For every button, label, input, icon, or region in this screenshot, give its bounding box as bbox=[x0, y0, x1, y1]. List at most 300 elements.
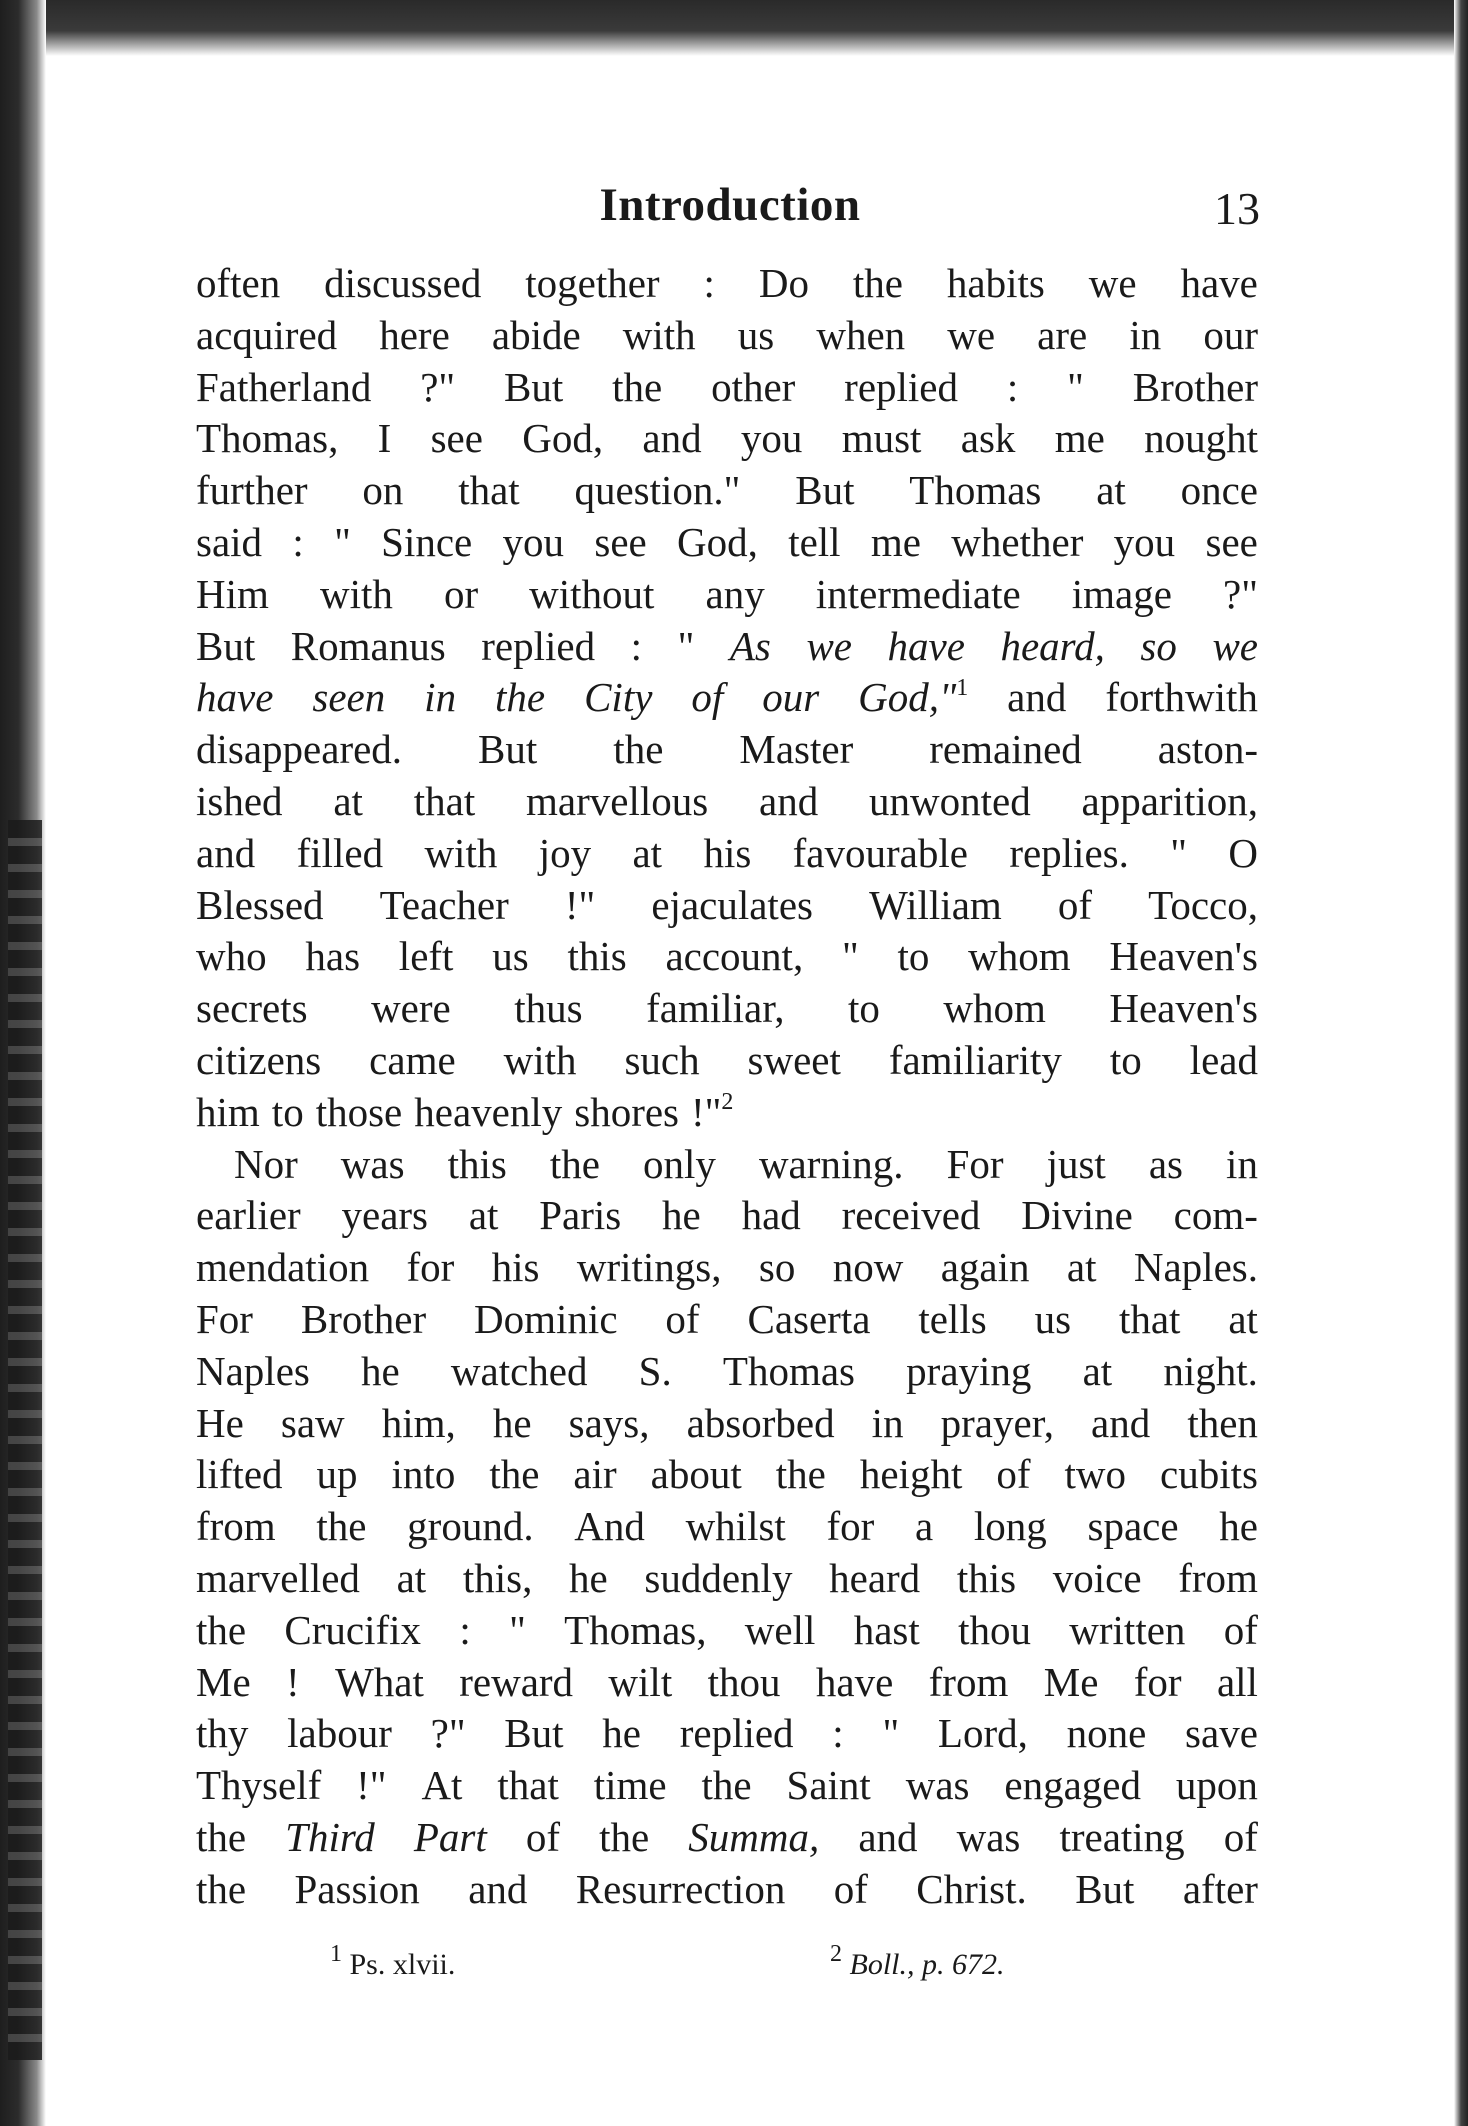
word: were bbox=[371, 985, 451, 1032]
word: engaged bbox=[1004, 1762, 1141, 1809]
word: or bbox=[443, 570, 479, 617]
word: so bbox=[758, 1244, 796, 1291]
text-line bbox=[196, 1087, 1258, 1139]
word: God,"$^1$ bbox=[858, 674, 969, 721]
word: he bbox=[569, 1554, 608, 1601]
text-line bbox=[196, 1501, 1258, 1553]
word: whilst bbox=[685, 1503, 786, 1550]
word: upon bbox=[1175, 1762, 1258, 1809]
word: to bbox=[847, 985, 880, 1032]
word: air bbox=[573, 1451, 617, 1498]
word: up bbox=[316, 1451, 358, 1498]
word: Christ. bbox=[916, 1865, 1027, 1912]
word: heavenly bbox=[414, 1088, 563, 1135]
word: apparition, bbox=[1081, 777, 1258, 824]
word: and bbox=[1091, 1399, 1151, 1446]
word: that bbox=[497, 1762, 559, 1809]
word: earlier bbox=[196, 1192, 301, 1239]
word: this, bbox=[462, 1554, 533, 1601]
word: of bbox=[1223, 1606, 1258, 1653]
text-line bbox=[196, 724, 1258, 776]
word: he bbox=[492, 1399, 532, 1446]
word: us bbox=[737, 311, 775, 358]
footnote-mark: 1 bbox=[330, 1941, 342, 1967]
word: Lord, bbox=[937, 1710, 1028, 1757]
word: whom bbox=[943, 985, 1046, 1032]
text-line bbox=[196, 1708, 1258, 1760]
word: Me bbox=[1043, 1658, 1099, 1705]
word: this bbox=[567, 933, 627, 980]
word: the bbox=[701, 1762, 752, 1809]
footnote-text: Ps. xlvii. bbox=[349, 1948, 456, 1981]
word: see bbox=[594, 518, 647, 565]
word: saw bbox=[280, 1399, 345, 1446]
word: : bbox=[1006, 363, 1019, 410]
scan-border-top bbox=[0, 0, 1468, 56]
text-line bbox=[196, 1657, 1258, 1709]
word: and bbox=[642, 415, 702, 462]
word: Blessed bbox=[196, 881, 324, 928]
text-line bbox=[196, 1812, 1258, 1864]
word: well bbox=[744, 1606, 816, 1653]
word: O bbox=[1228, 829, 1258, 876]
word: two bbox=[1064, 1451, 1126, 1498]
word: our bbox=[1203, 311, 1258, 358]
word: At bbox=[421, 1762, 463, 1809]
word: thy bbox=[196, 1710, 249, 1757]
word: sweet bbox=[747, 1036, 841, 1083]
word: have bbox=[887, 622, 965, 669]
word: mendation bbox=[196, 1244, 370, 1291]
word: from bbox=[1178, 1554, 1258, 1601]
word: : bbox=[630, 622, 643, 669]
word: " bbox=[841, 933, 859, 980]
word: was bbox=[340, 1140, 405, 1187]
word: in bbox=[1129, 311, 1162, 358]
word: prayer, bbox=[940, 1399, 1054, 1446]
word: Thomas bbox=[722, 1347, 855, 1394]
word: writings, bbox=[576, 1244, 722, 1291]
word: left bbox=[398, 933, 454, 980]
word: joy bbox=[538, 829, 592, 876]
word: replied bbox=[844, 363, 959, 410]
word: the bbox=[489, 1451, 540, 1498]
word: wilt bbox=[608, 1658, 673, 1705]
word: at bbox=[1066, 1244, 1097, 1291]
word: this bbox=[447, 1140, 507, 1187]
word: Romanus bbox=[290, 622, 446, 669]
word: those bbox=[315, 1088, 403, 1135]
word: And bbox=[574, 1503, 645, 1550]
word: Naples bbox=[196, 1347, 310, 1394]
word: says, bbox=[568, 1399, 650, 1446]
word: thus bbox=[514, 985, 583, 1032]
word: us bbox=[1034, 1295, 1072, 1342]
word: and bbox=[759, 777, 819, 824]
text-line bbox=[196, 880, 1258, 932]
word: For bbox=[196, 1295, 253, 1342]
word: : bbox=[703, 260, 715, 306]
text-line bbox=[196, 1035, 1258, 1087]
word: Dominic bbox=[474, 1295, 618, 1342]
word: ask bbox=[960, 415, 1016, 462]
word: : bbox=[459, 1606, 471, 1653]
page-title: Introduction bbox=[599, 179, 861, 231]
word: But bbox=[795, 467, 855, 514]
text-line bbox=[196, 258, 1258, 310]
word: for bbox=[406, 1244, 455, 1291]
word: ejaculates bbox=[651, 881, 813, 928]
word: nought bbox=[1144, 415, 1258, 462]
word: !" bbox=[564, 881, 596, 928]
word: : bbox=[292, 518, 304, 565]
word: me bbox=[1054, 415, 1105, 462]
scan-binding-shadow bbox=[8, 820, 42, 2060]
word: this bbox=[956, 1554, 1017, 1601]
word: thou bbox=[958, 1606, 1031, 1653]
word: Him bbox=[196, 570, 269, 617]
word: and bbox=[196, 829, 256, 876]
word: you bbox=[502, 518, 565, 565]
word: !" bbox=[356, 1762, 387, 1809]
word: him bbox=[196, 1088, 260, 1135]
text-line bbox=[196, 517, 1258, 569]
word: who bbox=[196, 933, 267, 980]
word: Do bbox=[758, 260, 809, 306]
word: whom bbox=[968, 933, 1071, 980]
word: the bbox=[495, 674, 546, 721]
word: must bbox=[841, 415, 922, 462]
text-line bbox=[196, 1449, 1258, 1501]
word: often bbox=[196, 260, 281, 306]
word: Crucifix bbox=[284, 1606, 422, 1653]
word: together bbox=[525, 260, 660, 306]
word: " bbox=[509, 1606, 526, 1653]
scan-border-right bbox=[1454, 0, 1468, 2126]
word: we bbox=[1212, 622, 1258, 669]
word: was bbox=[905, 1762, 970, 1809]
word: discussed bbox=[324, 260, 482, 306]
word: to bbox=[897, 933, 930, 980]
word: God, bbox=[677, 518, 758, 565]
text-line bbox=[196, 310, 1258, 362]
word: cubits bbox=[1160, 1451, 1258, 1498]
word: But bbox=[1075, 1865, 1135, 1912]
word: that bbox=[458, 467, 520, 514]
word: so bbox=[1140, 622, 1177, 669]
word: here bbox=[379, 311, 450, 358]
word: our bbox=[762, 674, 820, 721]
word: seen bbox=[312, 674, 386, 721]
word: all bbox=[1216, 1658, 1258, 1705]
word: forthwith bbox=[1105, 674, 1258, 721]
word: just bbox=[1046, 1140, 1106, 1187]
word: with bbox=[622, 311, 696, 358]
word: into bbox=[391, 1451, 456, 1498]
word: night. bbox=[1163, 1347, 1258, 1394]
word: watched bbox=[450, 1347, 588, 1394]
word: Naples. bbox=[1133, 1244, 1258, 1291]
word: marvellous bbox=[526, 777, 709, 824]
word: the bbox=[612, 363, 663, 410]
word: at bbox=[333, 777, 363, 824]
word: height bbox=[859, 1451, 963, 1498]
footnote-mark: 2 bbox=[830, 1941, 842, 1967]
word: came bbox=[369, 1036, 456, 1083]
word: favourable bbox=[792, 829, 968, 876]
word: for bbox=[826, 1503, 875, 1550]
word: he bbox=[662, 1192, 701, 1239]
word: praying bbox=[906, 1347, 1032, 1394]
word: Fatherland bbox=[196, 363, 372, 410]
word: to bbox=[271, 1088, 304, 1135]
word: in bbox=[1226, 1140, 1258, 1187]
word: Thomas, bbox=[196, 415, 339, 462]
word: What bbox=[335, 1658, 424, 1705]
text-line bbox=[196, 1398, 1258, 1450]
word: ! bbox=[286, 1658, 300, 1705]
word: com- bbox=[1173, 1192, 1258, 1239]
word: But bbox=[196, 622, 256, 669]
word: have bbox=[1180, 260, 1258, 306]
word: of bbox=[1223, 1813, 1258, 1860]
word: at bbox=[396, 1554, 427, 1601]
word: with bbox=[503, 1036, 577, 1083]
word: are bbox=[1037, 311, 1088, 358]
word: abide bbox=[491, 311, 581, 358]
word: But bbox=[504, 363, 564, 410]
word: lead bbox=[1189, 1036, 1258, 1083]
word: Heaven's bbox=[1109, 933, 1258, 980]
word: Caserta bbox=[747, 1295, 871, 1342]
word: Summa, bbox=[688, 1813, 820, 1860]
word: space bbox=[1087, 1503, 1179, 1550]
word: was bbox=[956, 1813, 1021, 1860]
word: absorbed bbox=[686, 1399, 835, 1446]
word: again bbox=[940, 1244, 1030, 1291]
word: " bbox=[1170, 829, 1187, 876]
word: us bbox=[492, 933, 529, 980]
word: me bbox=[870, 518, 921, 565]
word: have bbox=[196, 674, 274, 721]
word: William bbox=[869, 881, 1002, 928]
word: filled bbox=[296, 829, 384, 876]
word: Paris bbox=[539, 1192, 622, 1239]
word: after bbox=[1182, 1865, 1258, 1912]
word: at bbox=[1082, 1347, 1113, 1394]
text-line bbox=[196, 1605, 1258, 1657]
word: lifted bbox=[196, 1451, 283, 1498]
word: we bbox=[1088, 260, 1137, 306]
word: you bbox=[1113, 518, 1176, 565]
word: treating bbox=[1059, 1813, 1185, 1860]
word: any bbox=[705, 570, 765, 617]
page-number: 13 bbox=[1214, 183, 1260, 234]
word: Third bbox=[285, 1813, 375, 1860]
word: aston- bbox=[1157, 726, 1258, 773]
word: written bbox=[1069, 1606, 1186, 1653]
word: had bbox=[741, 1192, 801, 1239]
word: of bbox=[996, 1451, 1031, 1498]
word: for bbox=[1133, 1658, 1182, 1705]
word: voice bbox=[1052, 1554, 1142, 1601]
word: see bbox=[430, 415, 483, 462]
word: ?" bbox=[420, 363, 456, 410]
word: further bbox=[196, 467, 308, 514]
word: Thomas bbox=[909, 467, 1042, 514]
word: the bbox=[599, 1813, 650, 1860]
word: of bbox=[665, 1295, 700, 1342]
word: only bbox=[643, 1140, 716, 1187]
word: of bbox=[833, 1865, 868, 1912]
text-line bbox=[196, 362, 1258, 414]
word: and bbox=[1007, 674, 1067, 721]
word: without bbox=[529, 570, 655, 617]
text-line bbox=[196, 1864, 1258, 1916]
word: at bbox=[468, 1192, 499, 1239]
word: familiar, bbox=[646, 985, 785, 1032]
word: intermediate bbox=[815, 570, 1021, 617]
word: a bbox=[915, 1503, 934, 1550]
word: Nor bbox=[234, 1140, 298, 1187]
word: years bbox=[341, 1192, 429, 1239]
word: of bbox=[1057, 881, 1093, 928]
word: heard, bbox=[1000, 622, 1105, 669]
word: on bbox=[362, 467, 404, 514]
word: unwonted bbox=[869, 777, 1031, 824]
text-line bbox=[196, 672, 1258, 724]
word: Teacher bbox=[379, 881, 509, 928]
word: the bbox=[852, 260, 903, 306]
word: none bbox=[1066, 1710, 1147, 1757]
footnote bbox=[330, 1941, 456, 1982]
word: from bbox=[928, 1658, 1009, 1705]
word: time bbox=[593, 1762, 667, 1809]
word: and bbox=[468, 1865, 528, 1912]
word: God, bbox=[522, 415, 604, 462]
word: long bbox=[973, 1503, 1047, 1550]
word: account, bbox=[665, 933, 804, 980]
word: I bbox=[377, 415, 392, 462]
word: said bbox=[196, 518, 263, 565]
body-text bbox=[196, 258, 1258, 1916]
word: such bbox=[624, 1036, 700, 1083]
word: Me bbox=[196, 1658, 251, 1705]
word: !"$^2$ bbox=[691, 1088, 734, 1135]
word: Brother bbox=[1132, 363, 1258, 410]
footnote-text: Boll., p. 672. bbox=[849, 1948, 1005, 1981]
word: marvelled bbox=[196, 1554, 360, 1601]
word: the bbox=[316, 1503, 367, 1550]
word: of bbox=[525, 1813, 561, 1860]
text-line bbox=[196, 1139, 1258, 1191]
word: acquired bbox=[196, 311, 338, 358]
text-line bbox=[196, 983, 1258, 1035]
word: " bbox=[1067, 363, 1084, 410]
word: replies. bbox=[1009, 829, 1129, 876]
word: about bbox=[650, 1451, 742, 1498]
word: now bbox=[832, 1244, 904, 1291]
word: ground. bbox=[407, 1503, 534, 1550]
word: at bbox=[1228, 1295, 1258, 1342]
word: warning. bbox=[758, 1140, 904, 1187]
word: we bbox=[947, 311, 996, 358]
text-line bbox=[196, 1553, 1258, 1605]
word: he bbox=[1219, 1503, 1258, 1550]
word: secrets bbox=[196, 985, 308, 1032]
word: familiarity bbox=[888, 1036, 1062, 1083]
word: that bbox=[413, 777, 476, 824]
text-line bbox=[196, 1346, 1258, 1398]
text-line bbox=[196, 1760, 1258, 1812]
footnote-reference: 2 bbox=[721, 1089, 734, 1116]
word: labour bbox=[287, 1710, 392, 1757]
word: the bbox=[196, 1813, 247, 1860]
word: ?" bbox=[430, 1710, 466, 1757]
text-line bbox=[196, 569, 1258, 621]
word: he bbox=[361, 1347, 400, 1394]
word: then bbox=[1187, 1399, 1258, 1446]
word: whether bbox=[951, 518, 1084, 565]
word: image bbox=[1071, 570, 1172, 617]
text-line bbox=[196, 1190, 1258, 1242]
word: He bbox=[196, 1399, 244, 1446]
word: replied bbox=[679, 1710, 794, 1757]
word: Resurrection bbox=[575, 1865, 786, 1912]
word: tell bbox=[788, 518, 841, 565]
word: reward bbox=[459, 1658, 574, 1705]
text-line bbox=[196, 828, 1258, 880]
word: hast bbox=[853, 1606, 920, 1653]
word: in bbox=[424, 674, 457, 721]
text-line bbox=[196, 621, 1258, 673]
word: his bbox=[491, 1244, 540, 1291]
word: " bbox=[882, 1710, 900, 1757]
word: : bbox=[832, 1710, 844, 1757]
word: But bbox=[478, 726, 538, 773]
word: of bbox=[691, 674, 724, 721]
word: with bbox=[424, 829, 498, 876]
word: shores bbox=[574, 1088, 679, 1135]
text-line bbox=[196, 1242, 1258, 1294]
word: Thomas, bbox=[564, 1606, 707, 1653]
word: as bbox=[1148, 1140, 1184, 1187]
word: the bbox=[196, 1865, 247, 1912]
word: that bbox=[1118, 1295, 1181, 1342]
word: with bbox=[319, 570, 393, 617]
running-head bbox=[200, 178, 1260, 238]
word: " bbox=[334, 518, 351, 565]
word: City bbox=[584, 674, 653, 721]
word: to bbox=[1109, 1036, 1142, 1083]
word: has bbox=[305, 933, 361, 980]
word: disappeared. bbox=[196, 726, 403, 773]
word: Saint bbox=[786, 1762, 871, 1809]
word: heard bbox=[829, 1554, 921, 1601]
word: his bbox=[703, 829, 752, 876]
word: see bbox=[1205, 518, 1258, 565]
word: Brother bbox=[300, 1295, 427, 1342]
word: suddenly bbox=[644, 1554, 793, 1601]
word: thou bbox=[707, 1658, 781, 1705]
word: remained bbox=[929, 726, 1082, 773]
word: But bbox=[504, 1710, 564, 1757]
word: S. bbox=[638, 1347, 672, 1394]
word: " bbox=[677, 622, 695, 669]
word: replied bbox=[481, 622, 596, 669]
word: Thyself bbox=[196, 1762, 322, 1809]
word: from bbox=[196, 1503, 276, 1550]
